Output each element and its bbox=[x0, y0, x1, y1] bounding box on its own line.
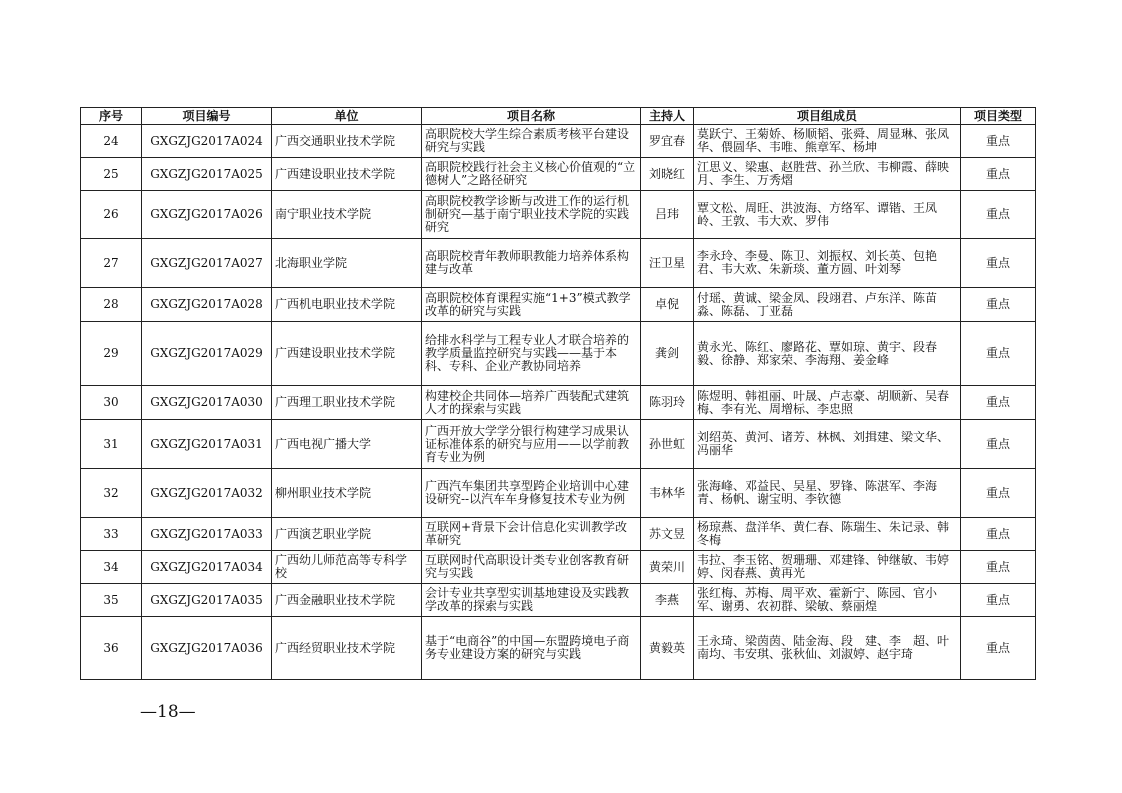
cell-unit: 南宁职业技术学院 bbox=[272, 191, 422, 239]
cell-code: GXGZJG2017A032 bbox=[142, 469, 272, 518]
cell-no: 28 bbox=[81, 288, 142, 322]
header-no: 序号 bbox=[81, 108, 142, 125]
cell-title: 高职院校教学诊断与改进工作的运行机制研究—基于南宁职业技术学院的实践研究 bbox=[422, 191, 641, 239]
cell-leader: 吕玮 bbox=[641, 191, 694, 239]
cell-no: 31 bbox=[81, 420, 142, 469]
cell-leader: 苏文昱 bbox=[641, 518, 694, 551]
cell-leader: 卓倪 bbox=[641, 288, 694, 322]
cell-type: 重点 bbox=[961, 386, 1036, 420]
cell-title: 高职院校体育课程实施“1+3”模式教学改革的研究与实践 bbox=[422, 288, 641, 322]
table-row bbox=[81, 420, 1036, 469]
cell-no: 25 bbox=[81, 158, 142, 191]
header-leader: 主持人 bbox=[641, 108, 694, 125]
table-header-row bbox=[81, 108, 1036, 125]
cell-members: 杨琼燕、盘洋华、黄仁春、陈瑞生、朱记录、韩冬梅 bbox=[694, 518, 961, 551]
cell-no: 36 bbox=[81, 617, 142, 680]
header-type: 项目类型 bbox=[961, 108, 1036, 125]
cell-title: 会计专业共享型实训基地建设及实践教学改革的探索与实践 bbox=[422, 584, 641, 617]
cell-code: GXGZJG2017A033 bbox=[142, 518, 272, 551]
cell-title: 高职院校大学生综合素质考核平台建设研究与实践 bbox=[422, 125, 641, 158]
cell-type: 重点 bbox=[961, 420, 1036, 469]
cell-code: GXGZJG2017A031 bbox=[142, 420, 272, 469]
header-code: 项目编号 bbox=[142, 108, 272, 125]
cell-type: 重点 bbox=[961, 158, 1036, 191]
cell-code: GXGZJG2017A024 bbox=[142, 125, 272, 158]
cell-title: 互联网+背景下会计信息化实训教学改革研究 bbox=[422, 518, 641, 551]
header-unit: 单位 bbox=[272, 108, 422, 125]
cell-type: 重点 bbox=[961, 239, 1036, 288]
cell-members: 韦拉、李玉铭、贺珊珊、邓建锋、钟继敏、韦婷婷、闵春燕、黄再光 bbox=[694, 551, 961, 584]
cell-no: 34 bbox=[81, 551, 142, 584]
cell-members: 莫跃宁、王菊娇、杨顺韬、张舜、周显琳、张凤华、偎圆华、韦唯、熊章军、杨坤 bbox=[694, 125, 961, 158]
cell-type: 重点 bbox=[961, 469, 1036, 518]
cell-leader: 黄毅英 bbox=[641, 617, 694, 680]
cell-leader: 刘晓红 bbox=[641, 158, 694, 191]
cell-type: 重点 bbox=[961, 518, 1036, 551]
cell-leader: 陈羽玲 bbox=[641, 386, 694, 420]
cell-no: 24 bbox=[81, 125, 142, 158]
cell-unit: 广西电视广播大学 bbox=[272, 420, 422, 469]
cell-unit: 广西建设职业技术学院 bbox=[272, 158, 422, 191]
cell-no: 35 bbox=[81, 584, 142, 617]
cell-leader: 龚剑 bbox=[641, 322, 694, 386]
cell-type: 重点 bbox=[961, 584, 1036, 617]
cell-type: 重点 bbox=[961, 551, 1036, 584]
cell-leader: 韦林华 bbox=[641, 469, 694, 518]
cell-unit: 广西经贸职业技术学院 bbox=[272, 617, 422, 680]
table-row bbox=[81, 584, 1036, 617]
cell-title: 基于“电商谷”的中国—东盟跨境电子商务专业建设方案的研究与实践 bbox=[422, 617, 641, 680]
cell-title: 给排水科学与工程专业人才联合培养的教学质量监控研究与实践——基于本科、专科、企业产教协同培养 bbox=[422, 322, 641, 386]
table-row bbox=[81, 617, 1036, 680]
cell-code: GXGZJG2017A027 bbox=[142, 239, 272, 288]
cell-code: GXGZJG2017A030 bbox=[142, 386, 272, 420]
cell-title: 高职院校青年教师职教能力培养体系构建与改革 bbox=[422, 239, 641, 288]
cell-leader: 罗宜春 bbox=[641, 125, 694, 158]
cell-members: 付瑶、黄诚、梁金凤、段翊君、卢东洋、陈苗淼、陈磊、丁亚磊 bbox=[694, 288, 961, 322]
cell-leader: 李燕 bbox=[641, 584, 694, 617]
cell-code: GXGZJG2017A029 bbox=[142, 322, 272, 386]
cell-members: 王永琦、梁茵茵、陆金海、段 建、李 超、叶南均、韦安琪、张秋仙、刘淑婷、赵宇琦 bbox=[694, 617, 961, 680]
cell-no: 26 bbox=[81, 191, 142, 239]
cell-code: GXGZJG2017A036 bbox=[142, 617, 272, 680]
cell-no: 32 bbox=[81, 469, 142, 518]
cell-members: 覃文松、周旺、洪波海、方络军、谭锴、王凤岭、王敦、韦大欢、罗伟 bbox=[694, 191, 961, 239]
cell-leader: 汪卫星 bbox=[641, 239, 694, 288]
table-row bbox=[81, 551, 1036, 584]
cell-type: 重点 bbox=[961, 125, 1036, 158]
cell-title: 广西开放大学学分银行构建学习成果认证标准体系的研究与应用——以学前教育专业为例 bbox=[422, 420, 641, 469]
page-number: —18— bbox=[140, 702, 196, 722]
cell-unit: 广西建设职业技术学院 bbox=[272, 322, 422, 386]
table-row bbox=[81, 158, 1036, 191]
cell-no: 30 bbox=[81, 386, 142, 420]
cell-no: 33 bbox=[81, 518, 142, 551]
cell-code: GXGZJG2017A025 bbox=[142, 158, 272, 191]
cell-type: 重点 bbox=[961, 191, 1036, 239]
cell-members: 张海峰、邓益民、吴星、罗锋、陈湛军、李海青、杨帆、谢宝明、李钦德 bbox=[694, 469, 961, 518]
cell-unit: 柳州职业技术学院 bbox=[272, 469, 422, 518]
cell-unit: 广西演艺职业学院 bbox=[272, 518, 422, 551]
cell-type: 重点 bbox=[961, 617, 1036, 680]
cell-no: 29 bbox=[81, 322, 142, 386]
cell-members: 陈煜明、韩祖丽、叶晟、卢志豪、胡顺新、吴春梅、李有光、周增标、李忠照 bbox=[694, 386, 961, 420]
cell-unit: 广西理工职业技术学院 bbox=[272, 386, 422, 420]
cell-unit: 广西机电职业技术学院 bbox=[272, 288, 422, 322]
cell-members: 李永玲、李曼、陈卫、刘振权、刘长英、包艳君、韦大欢、朱新琰、董方圆、叶刘琴 bbox=[694, 239, 961, 288]
cell-members: 刘绍英、黄河、诸芳、林枫、刘揖建、梁文华、冯丽华 bbox=[694, 420, 961, 469]
cell-code: GXGZJG2017A035 bbox=[142, 584, 272, 617]
table-row bbox=[81, 239, 1036, 288]
cell-code: GXGZJG2017A034 bbox=[142, 551, 272, 584]
cell-title: 高职院校践行社会主义核心价值观的“立德树人”之路径研究 bbox=[422, 158, 641, 191]
table-row bbox=[81, 191, 1036, 239]
cell-title: 互联网时代高职设计类专业创客教育研究与实践 bbox=[422, 551, 641, 584]
cell-members: 江思义、梁惠、赵胜营、孙兰欣、韦柳霞、薛映月、李生、万秀熠 bbox=[694, 158, 961, 191]
cell-members: 黄永光、陈红、廖路花、覃如琼、黄宇、段春毅、徐静、郑家荣、李海翔、姜金峰 bbox=[694, 322, 961, 386]
cell-unit: 广西金融职业技术学院 bbox=[272, 584, 422, 617]
cell-title: 广西汽车集团共享型跨企业培训中心建设研究--以汽车车身修复技术专业为例 bbox=[422, 469, 641, 518]
table-row bbox=[81, 288, 1036, 322]
project-table-container bbox=[80, 107, 1035, 680]
cell-members: 张红梅、苏梅、周平欢、霍新宁、陈园、官小军、谢勇、农初群、梁敏、蔡丽煌 bbox=[694, 584, 961, 617]
cell-code: GXGZJG2017A026 bbox=[142, 191, 272, 239]
table-row bbox=[81, 125, 1036, 158]
cell-leader: 黄荣川 bbox=[641, 551, 694, 584]
table-row bbox=[81, 518, 1036, 551]
cell-code: GXGZJG2017A028 bbox=[142, 288, 272, 322]
table-row bbox=[81, 386, 1036, 420]
cell-type: 重点 bbox=[961, 288, 1036, 322]
cell-title: 构建校企共同体—培养广西装配式建筑人才的探索与实践 bbox=[422, 386, 641, 420]
cell-unit: 广西交通职业技术学院 bbox=[272, 125, 422, 158]
table-row bbox=[81, 469, 1036, 518]
cell-unit: 广西幼儿师范高等专科学校 bbox=[272, 551, 422, 584]
header-members: 项目组成员 bbox=[694, 108, 961, 125]
cell-type: 重点 bbox=[961, 322, 1036, 386]
cell-unit: 北海职业学院 bbox=[272, 239, 422, 288]
header-title: 项目名称 bbox=[422, 108, 641, 125]
cell-no: 27 bbox=[81, 239, 142, 288]
table-row bbox=[81, 322, 1036, 386]
project-table bbox=[80, 107, 1036, 680]
cell-leader: 孙世虹 bbox=[641, 420, 694, 469]
